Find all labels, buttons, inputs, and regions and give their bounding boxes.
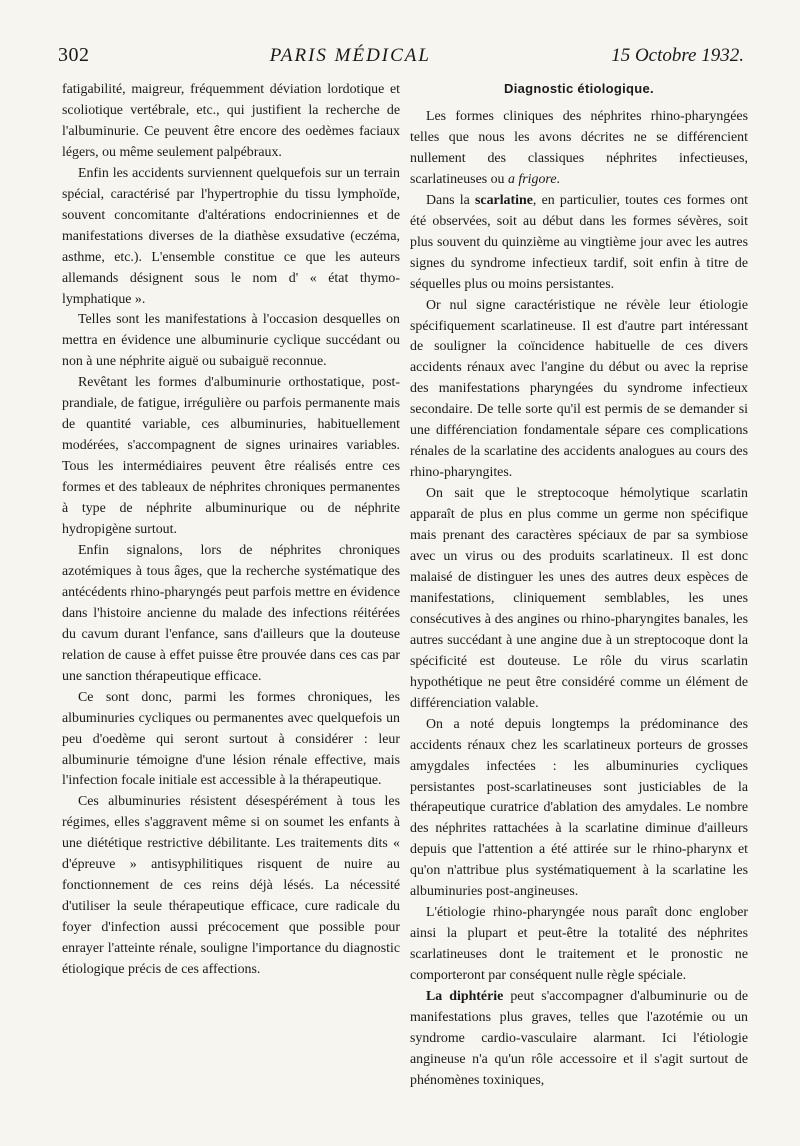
paragraph: fatigabilité, maigreur, fréquemment déviation lordotique et scoliotique vertébrale, etc., qui justifient la recherche de l'albuminurie. Ce peuvent être encore des oedèmes faciaux légers, ou même seulement palpébraux. — [62, 82, 400, 160]
bold-term: La diphtérie — [426, 989, 504, 1005]
left-column — [62, 80, 400, 981]
italic-term: a frigore — [508, 171, 557, 187]
paragraph: Enfin signalons, lors de néphrites chroniques azotémiques à tous âges, que la recherche systématique des antécédents rhino-pharyngés peut parfois mettre en évidence dans l'histoire ancienne du malade des infections réitérées du cavum durant l'enfance, sans d'ailleurs que la douteuse relation de cause à effet puisse être prouvée dans ces cas par une sanction thérapeutique efficace. — [62, 542, 400, 684]
text-run: Dans la — [426, 192, 470, 208]
paragraph: Revêtant les formes d'albuminurie orthostatique, post-prandiale, de fatigue, irrégulière ou parfois permanente mais de quantité variable, ces albuminuries, habituellement modérées, s'accompagnent de signes urinaires variables. Tous les intermédiaires peuvent être réalisés entre ces formes et des tableaux de néphrites chroniques permanentes à type de néphrite albuminurique ou de néphrite hydropigène surtout. — [62, 375, 400, 538]
section-title: Diagnostic étiologique. — [504, 81, 654, 96]
right-column — [410, 80, 748, 1092]
bold-term: scarlatine — [475, 192, 533, 208]
paragraph: Telles sont les manifestations à l'occasion desquelles on mettra en évidence une albuminurie cyclique succédant ou non à une néphrite aiguë ou subaiguë reconnue. — [62, 312, 400, 370]
text-run: , en particulier, toutes ces formes ont été observées, soit au début dans les formes sévères, soit plus souvent du quinzième au vingtième jour avec les autres signes du syndrome infectieux tardif, soit enfin à titre de séquelles plus ou moins persistantes. — [410, 192, 748, 292]
paragraph: L'étiologie rhino-pharyngée nous paraît donc englober ainsi la plupart et peut-être la totalité des néphrites scarlatineuses dont le traitement et le pronostic ne comporteront par conséquent nulle règle spéciale. — [410, 905, 748, 984]
paragraph: Or nul signe caractéristique ne révèle leur étiologie spécifiquement scarlatineuse. Il est d'autre part intéressant de souligner la coïncidence habituelle de ces divers accidents rénaux avec l'angine du début ou avec la reprise des manifestations pharyngées du syndrome infectieux secondaire. De telle sorte qu'il est permis de se demander si une différenciation fondamentale sépare ces complications rénales de la scarlatine des accidents analogues au cours des rhino-pharyngites. — [410, 297, 748, 481]
paragraph — [410, 191, 748, 296]
page-number: 302 — [58, 44, 90, 66]
paragraph: Ce sont donc, parmi les formes chroniques, les albuminuries cycliques ou permanentes avec quelquefois un peu d'oedème qui seront surtout à considérer : leur albuminurie témoigne d'une lésion rénale effective, mais l'infection focale initiale est accessible à la thérapeutique. — [62, 689, 400, 789]
journal-title: PARIS MÉDICAL — [269, 45, 431, 66]
paragraph — [410, 987, 748, 1092]
text-run: peut s'accompagner d'albuminurie ou de manifestations plus graves, telles que l'azotémie ou un syndrome cardio-vasculaire alarmant. Ici l'étiologie angineuse n'a qu'un rôle accessoire et il s'agit surtout de phénomènes toxiniques, — [410, 989, 748, 1088]
text-run: Les formes cliniques des néphrites rhino-pharyngées telles que nous les avons décrites ne se différencient nullement des classiques néphrites infectieuses, scarlatineuses ou — [410, 109, 748, 187]
paragraph: Enfin les accidents surviennent quelquefois sur un terrain spécial, caractérisé par l'hypertrophie du tissu lymphoïde, souvent concomitante d'altérations endocriniennes et de manifestations diverses de la diathèse exsudative (eczéma, asthme, etc.). L'ensemble constitue ce que les auteurs allemands désignent sous le nom d' « état thymo-lymphatique ». — [62, 165, 400, 307]
paragraph: On a noté depuis longtemps la prédominance des accidents rénaux chez les scarlatineux porteurs de grosses amygdales infectées : les albuminuries cycliques persistantes post-scarlatineuses sont justiciables de la thérapeutique curatrice d'ablation des amydales. Le nombre des néphrites rattachées à la scarlatine diminue d'ailleurs depuis que l'attention a été attirée sur le rhino-pharynx et qu'on n'attribue plus systématiquement à la scarlatine les albuminuries post-angineuses. — [410, 716, 748, 900]
paragraph: On sait que le streptocoque hémolytique scarlatin apparaît de plus en plus comme un germe non spécifique mais prenant des caractères spéciaux de par sa symbiose avec un virus ou des produits scarlatineux. Il est donc malaisé de distinguer les unes des autres deux espèces de manifestations, cliniquement semblables, les unes consécutives à des angines ou rhino-pharyngites banales, les autres succédant à une angine due à un streptocoque dont la spécificité est douteuse. Le rôle du virus scarlatin hypothétique ne peut être considéré comme un élément de différenciation valable. — [410, 486, 748, 711]
paragraph: Ces albuminuries résistent désespérément à tous les régimes, elles s'aggravent même si on soumet les enfants à une diététique restrictive débilitante. Les traitements dits « d'épreuve » antisyphilitiques risquent de nuire au fonctionnement de ces reins déjà lésés. La nécessité d'utiliser la seule thérapeutique efficace, cure radicale du foyer d'infection aussi précocement que possible pour enrayer l'atteinte rénale, souligne l'importance du diagnostic étiologique précis de ces affections. — [62, 794, 400, 978]
issue-date: 15 Octobre 1932. — [611, 45, 744, 66]
text-run: . — [556, 171, 560, 187]
page-header — [58, 44, 744, 76]
paragraph — [410, 107, 748, 191]
